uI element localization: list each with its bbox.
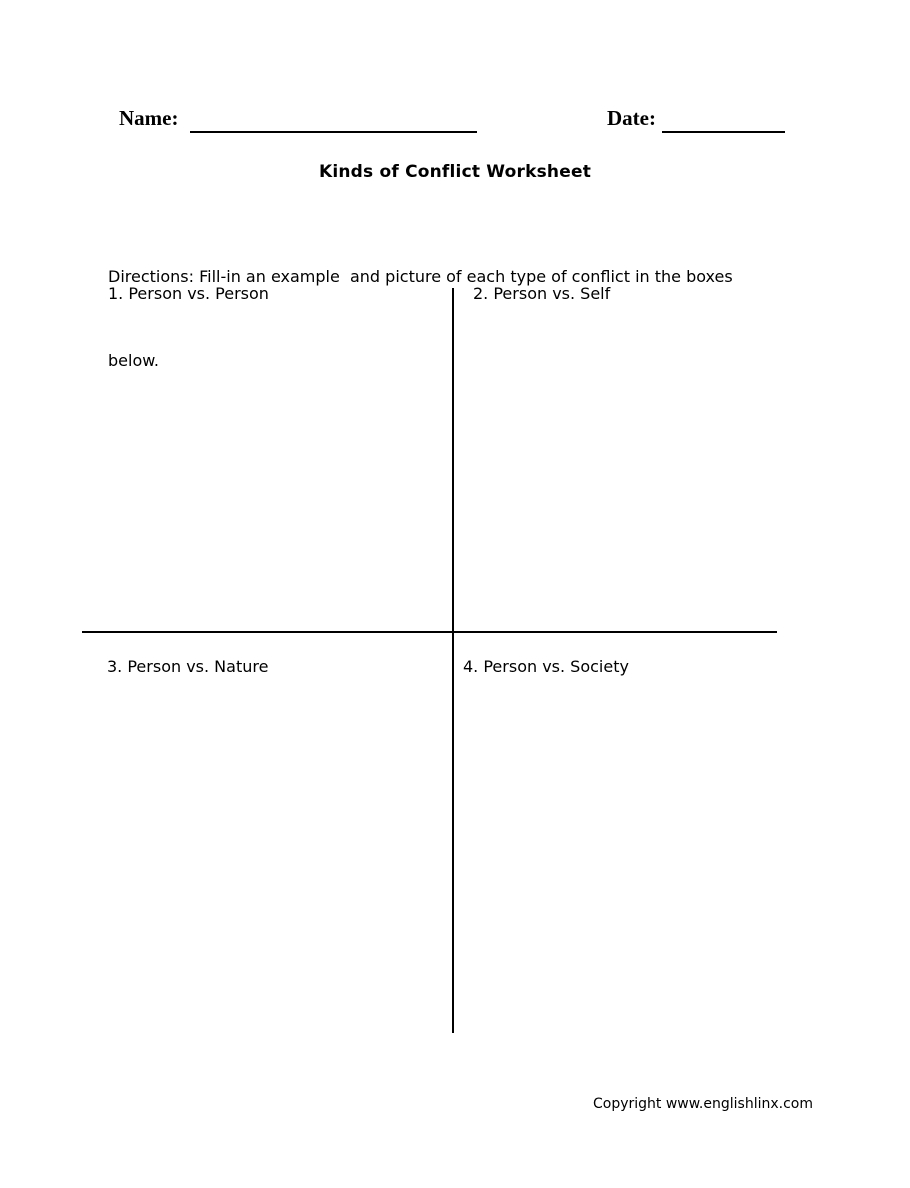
quadrant-4-label: 4. Person vs. Society: [463, 657, 629, 676]
date-label: Date:: [607, 106, 656, 130]
quadrant-4-fill-area[interactable]: [454, 680, 777, 1033]
name-label: Name:: [119, 106, 179, 130]
directions-line-2: below.: [108, 351, 159, 370]
name-blank-field[interactable]: [190, 131, 477, 133]
date-blank-field[interactable]: [662, 131, 785, 133]
page-title: Kinds of Conflict Worksheet: [318, 162, 592, 182]
quadrant-3-fill-area[interactable]: [82, 680, 452, 1033]
directions-line-1: Directions: Fill-in an example and picture of each type of conflict in the boxes: [108, 267, 733, 286]
copyright-text: Copyright www.englishlinx.com: [593, 1096, 813, 1112]
quadrant-1-fill-area[interactable]: [82, 310, 452, 631]
quadrant-3-label: 3. Person vs. Nature: [107, 657, 269, 676]
horizontal-divider: [82, 631, 777, 633]
quadrant-2-fill-area[interactable]: [454, 310, 777, 631]
quadrant-1-label: 1. Person vs. Person: [108, 284, 269, 303]
quadrant-2-label: 2. Person vs. Self: [473, 284, 611, 303]
